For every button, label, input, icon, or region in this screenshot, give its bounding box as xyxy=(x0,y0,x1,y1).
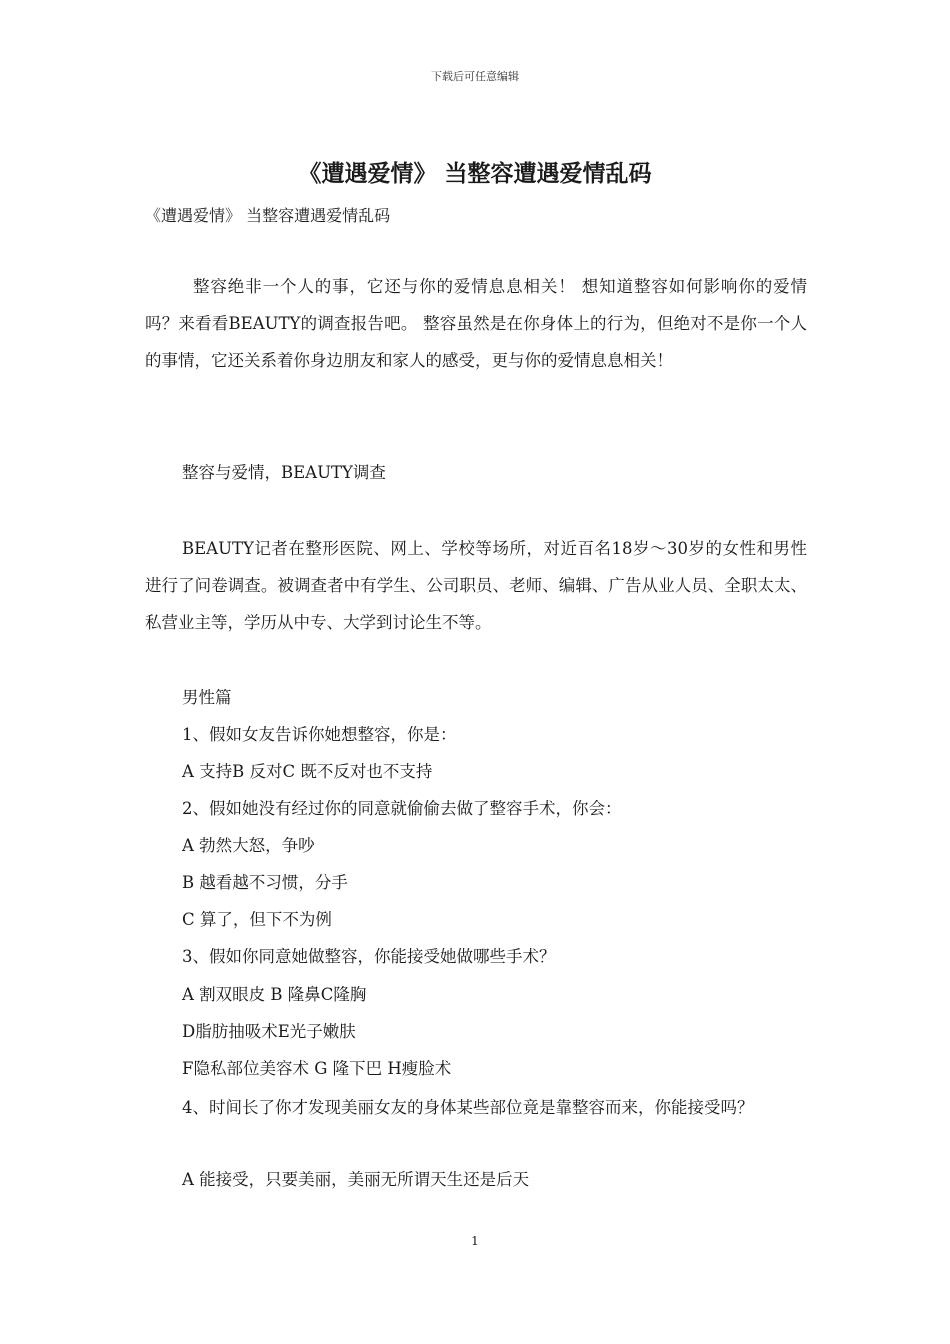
question-1: 1、假如女友告诉你她想整容，你是： xyxy=(182,725,457,744)
question-3: 3、假如你同意她做整容，你能接受她做哪些手术？ xyxy=(182,947,556,966)
document-title: 《遭遇爱情》 当整容遭遇爱情乱码 xyxy=(298,160,652,187)
male-section-heading: 男性篇 xyxy=(182,688,232,707)
question-4: 4、时间长了你才发现美丽女友的身体某些部位竟是靠整容而来，你能接受吗？ xyxy=(182,1098,754,1117)
question-4-option-a: A 能接受，只要美丽，美丽无所谓天生还是后天 xyxy=(182,1170,530,1189)
intro-paragraph: 整容绝非一个人的事，它还与你的爱情息息相关！ 想知道整容如何影响你的爱情吗？来看看BEAUTY的调查报告吧。 整容虽然是在你身体上的行为，但绝对不是你一个人的事情，它还关系着你身边朋友和家人的感受，更与你的爱情息息相关！ xyxy=(145,277,807,370)
header-note: 下载后可任意编辑 xyxy=(431,70,519,83)
question-3-options-3: F隐私部位美容术 G 隆下巴 H瘦脸术 xyxy=(182,1059,452,1078)
question-2: 2、假如她没有经过你的同意就偷偷去做了整容手术，你会： xyxy=(182,799,622,818)
question-2-option-a: A 勃然大怒，争吵 xyxy=(182,836,315,855)
question-1-options: A 支持B 反对C 既不反对也不支持 xyxy=(182,762,433,781)
question-2-option-b: B 越看越不习惯，分手 xyxy=(182,873,348,892)
survey-paragraph: BEAUTY记者在整形医院、网上、学校等场所，对近百名18岁～30岁的女性和男性进行了问卷调查。被调查者中有学生、公司职员、老师、编辑、广告从业人员、全职太太、私营业主等，学历从中专、大学到讨论生不等。 xyxy=(145,539,807,632)
question-3-options-2: D脂肪抽吸术E光子嫩肤 xyxy=(182,1022,356,1041)
document-subtitle: 《遭遇爱情》 当整容遭遇爱情乱码 xyxy=(145,206,391,225)
section-heading: 整容与爱情，BEAUTY调查 xyxy=(182,463,386,482)
question-2-option-c: C 算了，但下不为例 xyxy=(182,910,332,929)
page-number: 1 xyxy=(471,1234,479,1248)
question-3-options-1: A 割双眼皮 B 隆鼻C隆胸 xyxy=(182,985,367,1004)
